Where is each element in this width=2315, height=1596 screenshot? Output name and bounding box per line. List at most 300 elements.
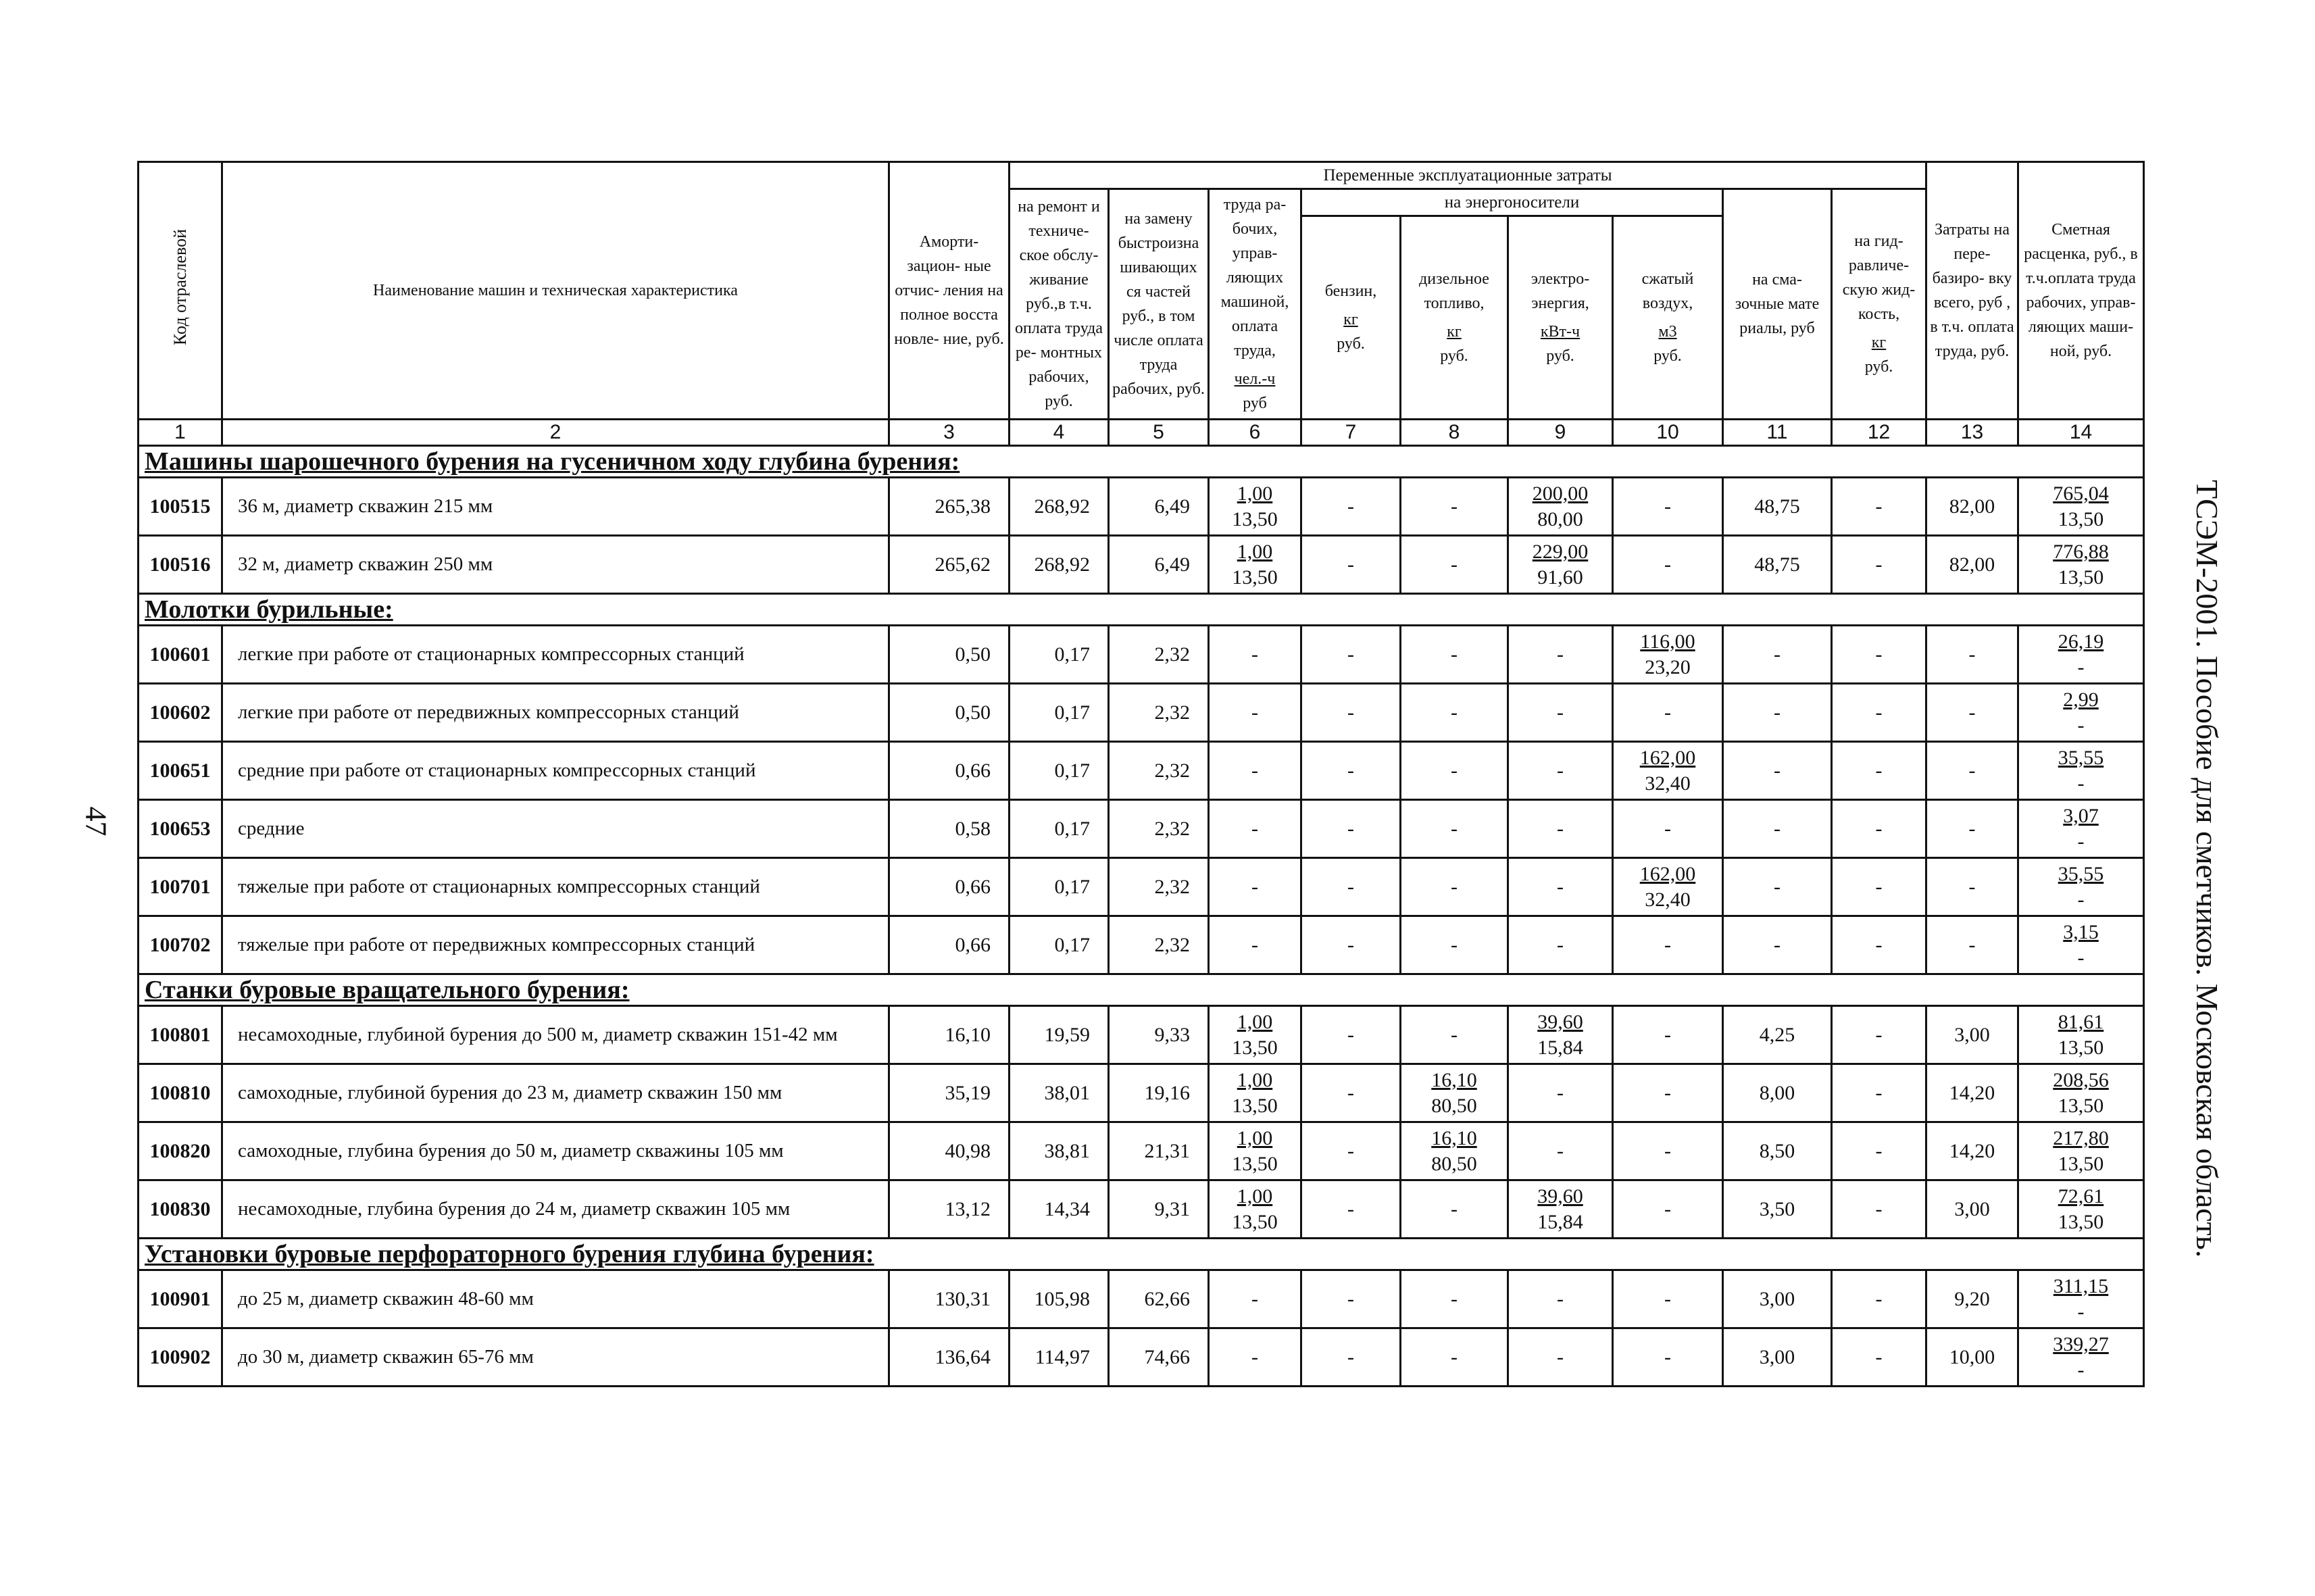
cell-c3: 35,19 (889, 1064, 1010, 1122)
cell-c5: 2,32 (1109, 742, 1209, 800)
col-number: 8 (1401, 420, 1508, 446)
fraction-value (1533, 539, 1589, 591)
cell-c8: - (1401, 916, 1508, 974)
cell-c12: - (1832, 1064, 1926, 1122)
fraction-denominator: - (2077, 888, 2085, 911)
machine-code: 100602 (139, 684, 222, 742)
cell-c13: - (1926, 916, 2018, 974)
cell-c13: - (1926, 684, 2018, 742)
cell-c4: 19,59 (1010, 1006, 1109, 1064)
cell-c14-fraction (2018, 742, 2144, 800)
fraction-denominator: 80,50 (1431, 1152, 1477, 1175)
cell-c6: - (1209, 742, 1301, 800)
cell-c9: - (1508, 626, 1613, 684)
fraction-value (1537, 1009, 1583, 1061)
fraction-numerator: 16,10 (1431, 1068, 1477, 1091)
fraction-numerator: 116,00 (1640, 630, 1695, 653)
cell-c11: 3,00 (1723, 1270, 1832, 1328)
machine-name: несамоходные, глубиной бурения до 500 м, диаметр скважин 151-42 мм (222, 1006, 889, 1064)
cell-c8: - (1401, 1270, 1508, 1328)
cell-c9: - (1508, 916, 1613, 974)
cell-c11: 48,75 (1723, 536, 1832, 594)
cell-c13: - (1926, 626, 2018, 684)
cell-c7: - (1301, 1006, 1401, 1064)
cell-c8: - (1401, 858, 1508, 916)
machine-name: тяжелые при работе от передвижных компрессорных станций (222, 916, 889, 974)
cell-c4: 0,17 (1010, 916, 1109, 974)
machine-name: легкие при работе от стационарных компрессорных станций (222, 626, 889, 684)
cell-c12: - (1832, 742, 1926, 800)
cell-c9: - (1508, 742, 1613, 800)
cell-c11: 3,00 (1723, 1328, 1832, 1387)
header-hydraulic: на гид- равличе- скую жид- кость, $\frac{кг}{\text{руб.}}$ (1832, 189, 1926, 420)
section-header-row (139, 594, 2144, 626)
cell-c14-fraction (2018, 1122, 2144, 1180)
fraction-value (2063, 687, 2099, 739)
section-header-row (139, 446, 2144, 478)
cell-c3: 136,64 (889, 1328, 1010, 1387)
cell-c13: 14,20 (1926, 1122, 2018, 1180)
header-relocation: Затраты на пере- базиро- вку всего, руб , в т.ч. оплата труда, руб. (1926, 162, 2018, 420)
cell-c5: 2,32 (1109, 916, 1209, 974)
header-gasoline: бензин, $\frac{кг}{\text{руб.}}$ (1301, 216, 1401, 420)
fraction-denominator: 13,50 (2058, 1210, 2104, 1233)
cell-c8-fraction (1401, 1122, 1508, 1180)
fraction-denominator: - (2077, 714, 2085, 737)
cell-c6-fraction (1209, 478, 1301, 536)
fraction-numerator: 1,00 (1237, 1068, 1273, 1091)
cell-c14-fraction (2018, 684, 2144, 742)
table-row (139, 1328, 2144, 1387)
cell-c5: 2,32 (1109, 858, 1209, 916)
cell-c8: - (1401, 478, 1508, 536)
cell-c6: - (1209, 626, 1301, 684)
fraction-numerator: 311,15 (2053, 1274, 2109, 1297)
section-title-text: Машины шарошечного бурения на гусеничном ходу глубина бурения: (145, 447, 960, 476)
cell-c10-fraction (1613, 626, 1723, 684)
header-lubricants: на сма- зочные мате риалы, руб (1723, 189, 1832, 420)
cell-c9: - (1508, 800, 1613, 858)
section-title (139, 594, 2144, 626)
cell-c7: - (1301, 1328, 1401, 1387)
cell-c7: - (1301, 1122, 1401, 1180)
col-number: 12 (1832, 420, 1926, 446)
fraction-denominator: - (2077, 946, 2085, 969)
cell-c10: - (1613, 1122, 1723, 1180)
fraction-denominator: 13,50 (1232, 566, 1278, 589)
cell-c14-fraction (2018, 1328, 2144, 1387)
cell-c3: 0,50 (889, 684, 1010, 742)
machine-cost-table (137, 161, 2145, 1387)
cell-c12: - (1832, 536, 1926, 594)
fraction-denominator: 13,50 (2058, 507, 2104, 530)
fraction-value (1232, 1009, 1278, 1061)
table-row (139, 626, 2144, 684)
cell-c7: - (1301, 800, 1401, 858)
cell-c6-fraction (1209, 536, 1301, 594)
cell-c14-fraction (2018, 478, 2144, 536)
machine-code: 100651 (139, 742, 222, 800)
cell-c14-fraction (2018, 1270, 2144, 1328)
table-row (139, 536, 2144, 594)
cell-c13: 82,00 (1926, 536, 2018, 594)
header-name: Наименование машин и техническая характеристика (222, 162, 889, 420)
fraction-numerator: 1,00 (1237, 1126, 1273, 1149)
table-row (139, 1270, 2144, 1328)
machine-name: 32 м, диаметр скважин 250 мм (222, 536, 889, 594)
header-energy: на энергоносители (1301, 189, 1723, 216)
machine-name: средние (222, 800, 889, 858)
fraction-value (2053, 1068, 2109, 1119)
fraction-value (1232, 1184, 1278, 1235)
cell-c12: - (1832, 858, 1926, 916)
cell-c4: 0,17 (1010, 626, 1109, 684)
cell-c3: 13,12 (889, 1180, 1010, 1239)
cell-c11: 8,50 (1723, 1122, 1832, 1180)
cell-c11: 3,50 (1723, 1180, 1832, 1239)
cell-c11: 4,25 (1723, 1006, 1832, 1064)
cell-c11: - (1723, 858, 1832, 916)
cell-c6: - (1209, 684, 1301, 742)
cell-c12: - (1832, 478, 1926, 536)
cell-c10: - (1613, 1328, 1723, 1387)
machine-name: до 25 м, диаметр скважин 48-60 мм (222, 1270, 889, 1328)
fraction-denominator: 13,50 (2058, 566, 2104, 589)
cell-c10: - (1613, 800, 1723, 858)
fraction-numerator: 35,55 (2058, 746, 2104, 769)
col-number: 3 (889, 420, 1010, 446)
col-number: 7 (1301, 420, 1401, 446)
fraction-value (1640, 862, 1696, 913)
fraction-value (2058, 1184, 2104, 1235)
section-title-text: Молотки бурильные: (145, 595, 393, 624)
cell-c14-fraction (2018, 536, 2144, 594)
cell-c9-fraction (1508, 536, 1613, 594)
cell-c13: 9,20 (1926, 1270, 2018, 1328)
cell-c3: 0,58 (889, 800, 1010, 858)
header-air: сжатый воздух, $\frac{м3}{\text{руб.}}$ (1613, 216, 1723, 420)
fraction-value (1232, 481, 1278, 532)
cell-c4: 0,17 (1010, 858, 1109, 916)
cell-c12: - (1832, 684, 1926, 742)
cell-c4: 0,17 (1010, 800, 1109, 858)
cell-c13: 3,00 (1926, 1180, 2018, 1239)
cell-c7: - (1301, 1064, 1401, 1122)
cell-c6: - (1209, 800, 1301, 858)
cell-c13: 10,00 (1926, 1328, 2018, 1387)
cell-c8: - (1401, 536, 1508, 594)
col-number: 1 (139, 420, 222, 446)
cell-c6: - (1209, 858, 1301, 916)
cell-c13: 3,00 (1926, 1006, 2018, 1064)
table-row (139, 1006, 2144, 1064)
cell-c4: 14,34 (1010, 1180, 1109, 1239)
fraction-denominator: 13,50 (1232, 1210, 1278, 1233)
fraction-denominator: 80,50 (1431, 1094, 1477, 1117)
cell-c7: - (1301, 1180, 1401, 1239)
cell-c9: - (1508, 1064, 1613, 1122)
machine-code: 100702 (139, 916, 222, 974)
fraction-numerator: 2,99 (2063, 688, 2099, 711)
cell-c13: - (1926, 858, 2018, 916)
table-row (139, 742, 2144, 800)
cell-c13: 82,00 (1926, 478, 2018, 536)
machine-name: самоходные, глубиной бурения до 23 м, диаметр скважин 150 мм (222, 1064, 889, 1122)
cell-c5: 21,31 (1109, 1122, 1209, 1180)
cell-c14-fraction (2018, 1006, 2144, 1064)
table-row (139, 1064, 2144, 1122)
fraction-numerator: 16,10 (1431, 1126, 1477, 1149)
cell-c5: 2,32 (1109, 626, 1209, 684)
fraction-value (2058, 745, 2104, 797)
machine-code: 100830 (139, 1180, 222, 1239)
cell-c3: 0,66 (889, 916, 1010, 974)
cell-c10: - (1613, 478, 1723, 536)
header-electric: электро- энергия, $\frac{\text{кВт-ч}}{\text{руб.}}$ (1508, 216, 1613, 420)
fraction-numerator: 1,00 (1237, 1184, 1273, 1207)
cell-c7: - (1301, 626, 1401, 684)
fraction-denominator: 15,84 (1537, 1210, 1583, 1233)
cell-c9-fraction (1508, 1180, 1613, 1239)
cell-c5: 19,16 (1109, 1064, 1209, 1122)
fraction-value (2063, 803, 2099, 855)
cell-c6: - (1209, 916, 1301, 974)
cell-c5: 9,31 (1109, 1180, 1209, 1239)
machine-name: 36 м, диаметр скважин 215 мм (222, 478, 889, 536)
fraction-numerator: 35,55 (2058, 862, 2104, 885)
cell-c13: - (1926, 800, 2018, 858)
machine-name: самоходные, глубина бурения до 50 м, диаметр скважины 105 мм (222, 1122, 889, 1180)
cell-c6: - (1209, 1328, 1301, 1387)
cell-c4: 38,01 (1010, 1064, 1109, 1122)
cell-c12: - (1832, 1006, 1926, 1064)
cell-c11: - (1723, 800, 1832, 858)
cell-c5: 2,32 (1109, 684, 1209, 742)
fraction-numerator: 229,00 (1532, 540, 1589, 563)
cell-c10: - (1613, 684, 1723, 742)
fraction-value (1640, 745, 1696, 797)
cell-c9-fraction (1508, 478, 1613, 536)
fraction-value (2053, 539, 2109, 591)
fraction-denominator: 23,20 (1645, 655, 1691, 678)
col-number: 9 (1508, 420, 1613, 446)
col-number: 14 (2018, 420, 2144, 446)
cell-c12: - (1832, 626, 1926, 684)
fraction-value (1431, 1126, 1477, 1177)
col-number: 5 (1109, 420, 1209, 446)
cell-c12: - (1832, 916, 1926, 974)
header-diesel: дизельное топливо, $\frac{кг}{\text{руб.}}$ (1401, 216, 1508, 420)
fraction-denominator: 13,50 (2058, 1094, 2104, 1117)
fraction-value (2053, 1332, 2109, 1383)
fraction-denominator: - (2077, 772, 2085, 795)
cell-c12: - (1832, 1270, 1926, 1328)
table-row (139, 800, 2144, 858)
cell-c7: - (1301, 858, 1401, 916)
fraction-numerator: 765,04 (2053, 482, 2109, 505)
cell-c10: - (1613, 1064, 1723, 1122)
fraction-denominator: 15,84 (1537, 1036, 1583, 1059)
cell-c7: - (1301, 1270, 1401, 1328)
machine-code: 100701 (139, 858, 222, 916)
table-body (139, 446, 2144, 1387)
table-row (139, 1180, 2144, 1239)
fraction-value (2058, 629, 2104, 680)
cell-c6-fraction (1209, 1064, 1301, 1122)
cell-c11: 8,00 (1723, 1064, 1832, 1122)
cell-c3: 0,66 (889, 858, 1010, 916)
cell-c9: - (1508, 684, 1613, 742)
cell-c10: - (1613, 536, 1723, 594)
fraction-value (2053, 481, 2109, 532)
fraction-numerator: 776,88 (2053, 540, 2109, 563)
cell-c12: - (1832, 800, 1926, 858)
column-number-row (139, 420, 2144, 446)
fraction-value (1232, 1068, 1278, 1119)
cell-c4: 268,92 (1010, 478, 1109, 536)
cell-c10: - (1613, 1006, 1723, 1064)
cell-c4: 0,17 (1010, 742, 1109, 800)
fraction-numerator: 26,19 (2058, 630, 2104, 653)
cell-c10-fraction (1613, 858, 1723, 916)
cell-c5: 9,33 (1109, 1006, 1209, 1064)
cell-c11: - (1723, 684, 1832, 742)
fraction-value (2058, 1009, 2104, 1061)
header-variable-costs: Переменные эксплуатационные затраты (1010, 162, 1926, 189)
fraction-numerator: 208,56 (2053, 1068, 2109, 1091)
cell-c14-fraction (2018, 858, 2144, 916)
machine-name: средние при работе от стационарных компрессорных станций (222, 742, 889, 800)
cell-c10: - (1613, 1180, 1723, 1239)
cell-c9: - (1508, 1328, 1613, 1387)
col-number: 2 (222, 420, 889, 446)
fraction-value (1640, 629, 1695, 680)
fraction-denominator: - (2077, 655, 2085, 678)
cell-c14-fraction (2018, 1180, 2144, 1239)
col-number: 6 (1209, 420, 1301, 446)
cell-c8-fraction (1401, 1064, 1508, 1122)
fraction-value (1431, 1068, 1477, 1119)
fraction-denominator: - (2077, 830, 2085, 853)
section-title-text: Установки буровые перфораторного бурения глубина бурения: (145, 1240, 874, 1268)
cell-c8: - (1401, 1328, 1508, 1387)
cell-c12: - (1832, 1122, 1926, 1180)
cell-c4: 38,81 (1010, 1122, 1109, 1180)
fraction-numerator: 217,80 (2053, 1126, 2109, 1149)
cell-c14-fraction (2018, 800, 2144, 858)
fraction-value (1232, 539, 1278, 591)
cell-c7: - (1301, 478, 1401, 536)
cell-c6-fraction (1209, 1122, 1301, 1180)
cell-c9: - (1508, 858, 1613, 916)
fraction-numerator: 39,60 (1537, 1010, 1583, 1033)
header-rate: Сметная расценка, руб., в т.ч.оплата труда рабочих, управ- ляющих маши- ной, руб. (2018, 162, 2144, 420)
cell-c14-fraction (2018, 626, 2144, 684)
cell-c8: - (1401, 1180, 1508, 1239)
cell-c10-fraction (1613, 742, 1723, 800)
cell-c11: - (1723, 626, 1832, 684)
header-labor: труда ра- бочих, управ- ляющих машиной, оплата труда, $\frac{\text{чел.-ч}}{\text{руб}}$ (1209, 189, 1301, 420)
section-title (139, 1239, 2144, 1270)
cell-c8: - (1401, 1006, 1508, 1064)
cell-c9: - (1508, 1270, 1613, 1328)
cell-c4: 105,98 (1010, 1270, 1109, 1328)
cell-c14-fraction (2018, 1064, 2144, 1122)
fraction-numerator: 39,60 (1537, 1184, 1583, 1207)
cell-c11: 48,75 (1723, 478, 1832, 536)
fraction-value (1537, 1184, 1583, 1235)
cell-c4: 268,92 (1010, 536, 1109, 594)
fraction-denominator: 32,40 (1645, 772, 1691, 795)
header-code: Код отраслевой (139, 162, 222, 420)
header-amort: Аморти- зацион- ные отчис- ления на полное восста новле- ние, руб. (889, 162, 1010, 420)
machine-code: 100820 (139, 1122, 222, 1180)
fraction-numerator: 72,61 (2058, 1184, 2104, 1207)
cell-c3: 16,10 (889, 1006, 1010, 1064)
cell-c9: - (1508, 1122, 1613, 1180)
cell-c10: - (1613, 1270, 1723, 1328)
fraction-denominator: 91,60 (1537, 566, 1583, 589)
machine-code: 100901 (139, 1270, 222, 1328)
cell-c5: 62,66 (1109, 1270, 1209, 1328)
fraction-value (2053, 1126, 2109, 1177)
fraction-value (1232, 1126, 1278, 1177)
col-number: 11 (1723, 420, 1832, 446)
table-row (139, 1122, 2144, 1180)
fraction-value (1533, 481, 1589, 532)
cell-c12: - (1832, 1328, 1926, 1387)
table-row (139, 478, 2144, 536)
fraction-numerator: 81,61 (2058, 1010, 2104, 1033)
cell-c5: 2,32 (1109, 800, 1209, 858)
fraction-value (2053, 1274, 2108, 1325)
section-header-row (139, 974, 2144, 1006)
cell-c8: - (1401, 684, 1508, 742)
header-repair: на ремонт и техниче- ское обслу- живание руб.,в т.ч. оплата труда ре- монтных рабочих, руб. (1010, 189, 1109, 420)
side-title: ТСЭМ-2001. Пособие для сметчиков. Московская область. (2190, 480, 2224, 1258)
cell-c7: - (1301, 684, 1401, 742)
table-row (139, 684, 2144, 742)
cell-c9-fraction (1508, 1006, 1613, 1064)
cell-c10: - (1613, 916, 1723, 974)
cell-c6-fraction (1209, 1180, 1301, 1239)
table-row (139, 916, 2144, 974)
col-number: 13 (1926, 420, 2018, 446)
machine-name: до 30 м, диаметр скважин 65-76 мм (222, 1328, 889, 1387)
fraction-numerator: 339,27 (2053, 1332, 2109, 1355)
fraction-value (2058, 862, 2104, 913)
machine-code: 100653 (139, 800, 222, 858)
machine-name: несамоходные, глубина бурения до 24 м, диаметр скважин 105 мм (222, 1180, 889, 1239)
fraction-numerator: 1,00 (1237, 540, 1273, 563)
cell-c7: - (1301, 536, 1401, 594)
fraction-denominator: 32,40 (1645, 888, 1691, 911)
fraction-denominator: 13,50 (1232, 1152, 1278, 1175)
machine-code: 100601 (139, 626, 222, 684)
cell-c4: 0,17 (1010, 684, 1109, 742)
cell-c6: - (1209, 1270, 1301, 1328)
fraction-denominator: 13,50 (1232, 1094, 1278, 1117)
machine-code: 100801 (139, 1006, 222, 1064)
machine-name: тяжелые при работе от стационарных компрессорных станций (222, 858, 889, 916)
cell-c3: 0,66 (889, 742, 1010, 800)
cell-c5: 6,49 (1109, 536, 1209, 594)
section-title-text: Станки буровые вращательного бурения: (145, 976, 630, 1004)
fraction-denominator: 13,50 (2058, 1036, 2104, 1059)
machine-code: 100810 (139, 1064, 222, 1122)
fraction-numerator: 3,07 (2063, 804, 2099, 827)
cell-c7: - (1301, 742, 1401, 800)
